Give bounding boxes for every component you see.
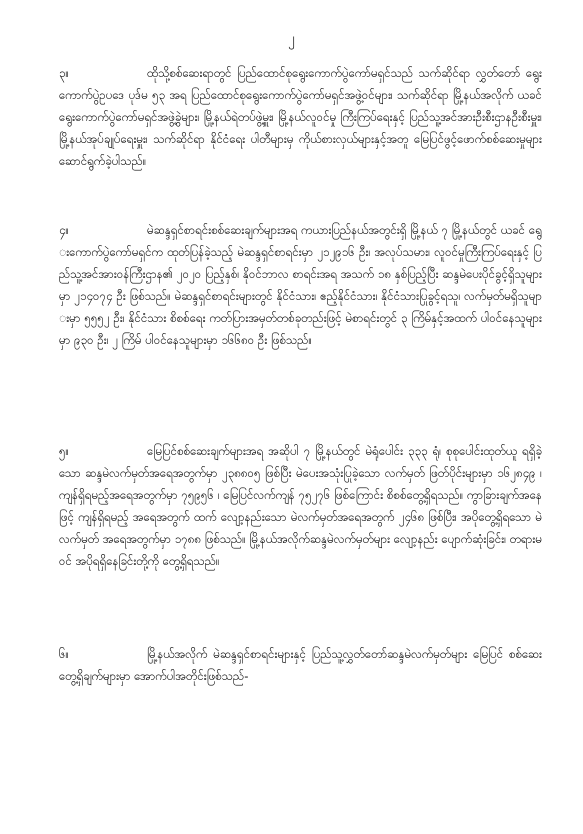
paragraph-number: ၆။ xyxy=(59,647,70,661)
paragraph-3 xyxy=(59,62,542,172)
paragraph-6 xyxy=(59,643,542,687)
paragraph-number: ၄။ xyxy=(59,223,70,237)
paragraph-text: မြို့နယ်အလိုက် မဲဆန္ဒရှင်စာရင်းများနှင့် ပြည်သူ့လွှတ်တော်ဆန္ဒမဲလက်မှတ်များ မြေပြင် စစ်ဆေးတွေ့ရှိချက်များမှာ အောက်ပါအတိုင်းဖြစ်သည်- xyxy=(59,647,542,683)
page-number: ၂ xyxy=(288,31,295,47)
paragraph-4 xyxy=(59,219,542,351)
paragraph-number: ၃။ xyxy=(59,66,70,80)
paragraph-text: မဲဆန္ဒရှင်စာရင်းစစ်ဆေးချက်များအရ ကယားပြည်နယ်အတွင်းရှိ မြို့နယ် ၇ မြို့နယ်တွင် ယခင် ရွေးကောက်ပွဲကော်မရှင်က ထုတ်ပြန်ခဲ့သည့် မဲဆန္ဒရှင်စာရင်းမှာ ၂၁၂၉၁၆ ဦး၊ အလုပ်သမား၊ လူဝင်မှုကြီးကြပ်ရေးနှင့် ပြည်သူ့အင်အားဝန်ကြီးဌာန၏ ၂၀၂၀ ပြည့်နှစ်၊ နိုဝင်ဘာလ စာရင်းအရ အသက် ၁၈ နှစ်ပြည့်ပြီး ဆန္ဒမဲပေးပိုင်ခွင့်ရှိသူများမှာ ၂၁၄၀၇၄ ဦး ဖြစ်သည်။ မဲဆန္ဒရှင်စာရင်းများတွင် နိုင်ငံသား၊ ဧည့်နိုင်ငံသား၊ နိုင်ငံသားပြုခွင့်ရသူ၊ လက်မှတ်မရှိသူများမှာ ၅၅၅၂ ဦး၊ နိုင်ငံသား စိစစ်ရေး ကတ်ပြားအမှတ်တစ်ခုတည်းဖြင့် မဲစာရင်းတွင် ၃ ကြိမ်နှင့်အထက် ပါဝင်နေသူများမှာ ၉၃၀ ဦး၊ ၂ ကြိမ် ပါဝင်နေသူများမှာ ၁၆၆၈၀ ဦး ဖြစ်သည်။ xyxy=(59,223,542,347)
paragraph-5 xyxy=(59,440,542,572)
paragraph-text: ထိုသို့စစ်ဆေးရာတွင် ပြည်ထောင်စုရွေးကောက်ပွဲကော်မရှင်သည် သက်ဆိုင်ရာ လွှတ်တော် ရွေးကောက်ပွဲဥပဒေ ပုဒ်မ ၅၃ အရ ပြည်ထောင်စုရွေးကောက်ပွဲကော်မရှင်အဖွဲ့ဝင်များ၊ သက်ဆိုင်ရာ မြို့နယ်အလိုက် ယခင် ရွေးကောက်ပွဲကော်မရှင်အဖွဲ့ခွဲများ၊ မြို့နယ်ရဲတပ်ဖွဲ့မှူး၊ မြို့နယ်လူဝင်မှု ကြီးကြပ်ရေးနှင့် ပြည်သူ့အင်အားဦးစီးဌာနဦးစီးမှူး၊ မြို့နယ်အုပ်ချုပ်ရေးမှူး၊ သက်ဆိုင်ရာ နိုင်ငံရေး ပါတီများမှ ကိုယ်စားလှယ်များနှင့်အတူ မြေပြင်ဖွင့်ဖောက်စစ်ဆေးမှုများ ဆောင်ရွက်ခဲ့ပါသည်။ xyxy=(59,66,542,168)
paragraph-number: ၅။ xyxy=(59,444,70,458)
paragraph-text: မြေပြင်စစ်ဆေးချက်များအရ အဆိုပါ ၇ မြို့နယ်တွင် မဲရုံပေါင်း ၃၃၃ ရုံ၊ စုစုပေါင်းထုတ်ယူ ရရှိခဲ့သော ဆန္ဒမဲလက်မှတ်အရေအတွက်မှာ ၂၃၈၈၀၅ ဖြစ်ပြီး မဲပေးအသုံးပြုခဲ့သော လက်မှတ် ဖြတ်ပိုင်းများမှာ ၁၆၂၈၄၉ ၊ ကျန်ရှိရမည့်အရေအတွက်မှာ ၇၅၉၅၆ ၊ မြေပြင်လက်ကျန် ၇၅၂၇၆ ဖြစ်ကြောင်း စိစစ်တွေ့ရှိရသည်။ ကွာခြားချက်အနေဖြင့် ကျန်ရှိရမည့် အရေအတွက် ထက် လျော့နည်းသော မဲလက်မှတ်အရေအတွက် ၂၄၆၈ ဖြစ်ပြီး၊ အပိုတွေ့ရှိရသော မဲလက်မှတ် အရေအတွက်မှာ ၁၇၈၈ ဖြစ်သည်။ မြို့နယ်အလိုက်ဆန္ဒမဲလက်မှတ်များ လျော့နည်း ပျောက်ဆုံးခြင်း၊ တရားမဝင် အပိုရရှိနေခြင်းတို့ကို တွေ့ရှိရသည်။ xyxy=(59,444,542,568)
